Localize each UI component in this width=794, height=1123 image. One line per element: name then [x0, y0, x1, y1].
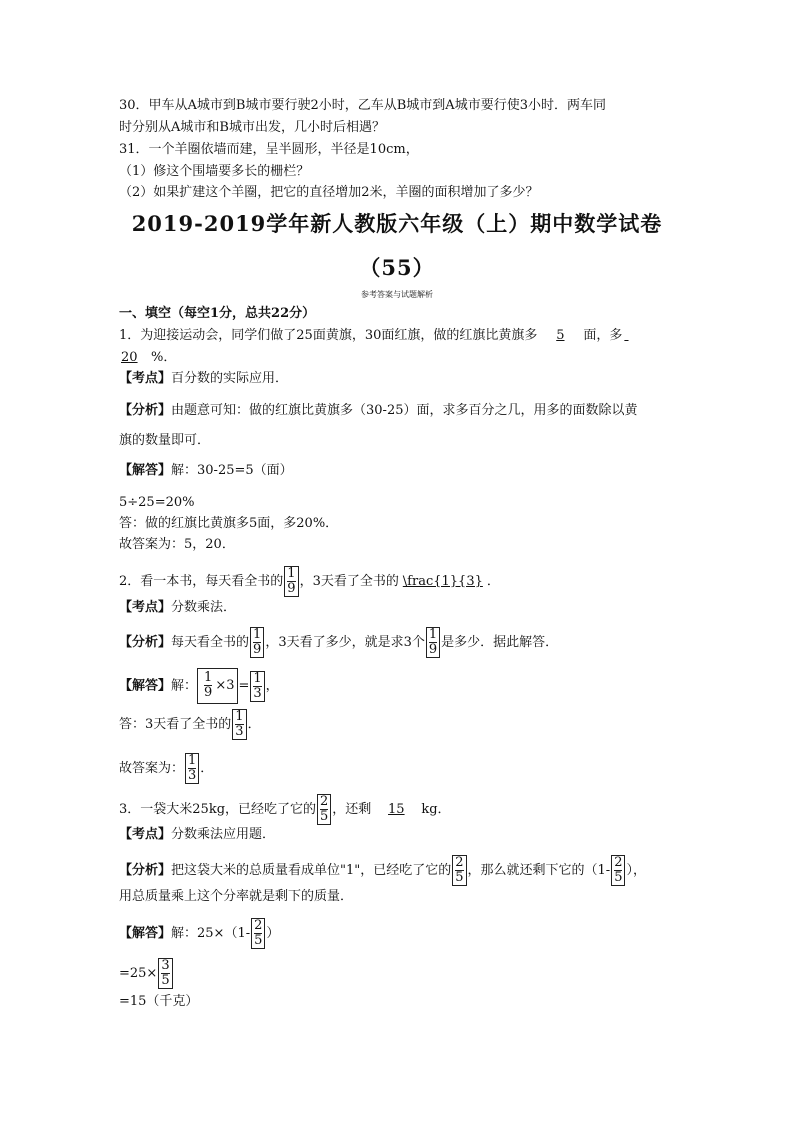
fraction-three-fifths: $\frac{3}{5}$ — [158, 958, 172, 989]
p1-blank1: 5 — [556, 328, 565, 343]
exam-title: 2019-2019学年新人教版六年级（上）期中数学试卷 — [131, 211, 663, 236]
p1-question-line1 — [119, 327, 636, 345]
p1-percent: %． — [151, 350, 177, 365]
p2-fenxi: 【分析】每天看全书的 $\frac{1}{9}$ ，3天看了多少，就是求3个 $\frac{1}{9}$ 是多少．据此解答． — [119, 627, 559, 657]
answer-subtitle: 参考答案与试题解析 — [361, 290, 433, 299]
fraction-one-third: $\frac{1}{3}$ — [250, 671, 264, 702]
p1-fenxi-text: 由题意可知：做的红旗比黄旗多（30-25）面，求多百分之几，用多的面数除以黄 — [171, 403, 638, 418]
fraction-two-fifths: $\frac{2}{5}$ — [251, 918, 265, 949]
q31-part2: （2）如果扩建这个羊圈，把它的直径增加2米，羊圈的面积增加了多少？ — [119, 185, 539, 200]
p1-blank2: 20 — [121, 350, 138, 365]
q31-line: 31．一个羊圈依墙而建，呈半圆形，半径是10cm， — [119, 142, 419, 157]
fraction-two-fifths: $\frac{2}{5}$ — [611, 855, 625, 886]
p1-jieda-text: 解：30-25=5（面） — [171, 463, 293, 478]
q30-line1: 30．甲车从A城市到B城市要行驶2小时，乙车从B城市到A城市要行使3小时．两车同 — [119, 98, 606, 113]
p1-fenxi — [119, 402, 638, 420]
p1-blank2-start — [622, 327, 636, 345]
p3-kaodian: 【考点】分数乘法应用题． — [119, 827, 276, 842]
p1-kaodian-tag: 【考点】 — [119, 371, 172, 386]
p1-jieda-tag: 【解答】 — [119, 463, 172, 478]
q31-part1: （1）修这个围墙要多长的栅栏？ — [119, 164, 310, 179]
p1-kaodian-text: 百分数的实际应用． — [171, 371, 289, 386]
p3-question: 3．一袋大米25kg，已经吃了它的 $\frac{2}{5}$ ，还剩 15 kg． — [119, 794, 451, 824]
p2-question-text: 2．看一本书，每天看全书的 — [119, 574, 284, 589]
p2-question: 2．看一本书，每天看全书的 $\frac{1}{9}$ ，3天看了全书的 \frac{1}{3} ． — [119, 566, 500, 596]
formula-box: $\frac{1}{9}$ ×3 — [197, 668, 238, 704]
p1-answer: 答：做的红旗比黄旗多5面，多20%． — [119, 516, 339, 531]
p2-answer: 答：3天看了全书的 $\frac{1}{3}$ ． — [119, 709, 261, 739]
p1-question-text: 1．为迎接运动会，同学们做了25面黄旗，30面红旗，做的红旗比黄旗多 — [119, 328, 538, 343]
p3-step2: =25× $\frac{3}{5}$ — [119, 958, 174, 989]
p3-jieda: 【解答】解：25×（1- $\frac{2}{5}$ ） — [119, 918, 280, 948]
q30-line2: 时分别从A城市和B城市出发，几小时后相遇？ — [119, 120, 385, 135]
p2-final: 故答案为： $\frac{1}{3}$ ． — [119, 753, 214, 783]
p1-fenxi-tag: 【分析】 — [119, 403, 172, 418]
p1-final: 故答案为：5，20． — [119, 537, 235, 552]
p2-blank: \frac{1}{3} — [402, 574, 483, 589]
fraction-one-third: $\frac{1}{3}$ — [185, 753, 199, 784]
p3-step3: =15（千克） — [119, 994, 199, 1009]
p1-question-line2 — [119, 349, 176, 367]
fraction-one-ninth: $\frac{1}{9}$ — [426, 627, 440, 658]
fraction-one-ninth: $\frac{1}{9}$ — [284, 566, 298, 597]
p1-jieda — [119, 462, 293, 480]
p1-kaodian — [119, 370, 288, 388]
fraction-one-third: $\frac{1}{3}$ — [232, 709, 246, 740]
p2-question-mid: ，3天看了全书的 — [299, 574, 399, 589]
p1-question-mid: 面，多 — [583, 328, 623, 343]
p3-fenxi: 【分析】把这袋大米的总质量看成单位"1"，已经吃了它的 $\frac{2}{5}$ ，那么就还剩下它的（1- $\frac{2}{5}$ ）， — [119, 855, 646, 885]
exam-title-number: （55） — [359, 255, 435, 280]
fraction-two-fifths: $\frac{2}{5}$ — [317, 794, 331, 825]
fraction-one-ninth: $\frac{1}{9}$ — [250, 627, 264, 658]
p2-jieda: 【解答】解： $\frac{1}{9}$ ×3 = $\frac{1}{3}$ ， — [119, 668, 279, 704]
p3-blank: 15 — [388, 802, 405, 817]
p3-fenxi-line2: 用总质量乘上这个分率就是剩下的质量． — [119, 889, 354, 904]
fraction-two-fifths: $\frac{2}{5}$ — [452, 855, 466, 886]
fraction-one-ninth: $\frac{1}{9}$ — [204, 670, 213, 700]
p2-kaodian: 【考点】分数乘法． — [119, 600, 237, 615]
p2-kaodian-text: 分数乘法． — [171, 600, 237, 615]
p1-fenxi-line2: 旗的数量即可． — [119, 433, 211, 448]
section-heading: 一、填空（每空1分，总共22分） — [119, 306, 316, 321]
p1-step2: 5÷25=20% — [119, 495, 195, 510]
